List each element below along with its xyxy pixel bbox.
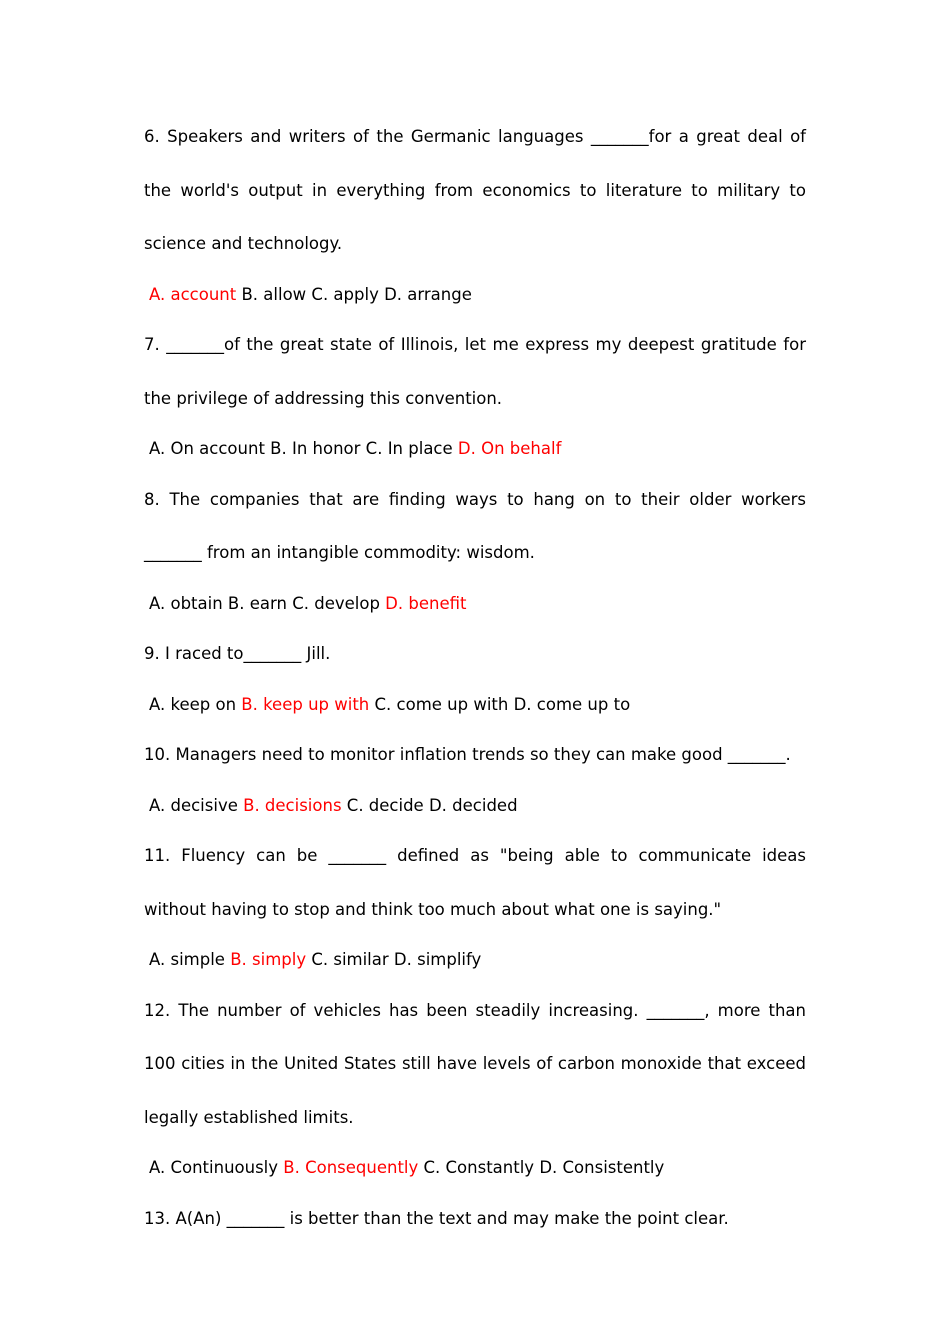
question-12-stem: 12. The number of vehicles has been steadily increasing. _______, more than 100 cities in the United States still have levels of carbon monoxide that exceed legally established limits. bbox=[144, 1000, 806, 1127]
option-b: B. In honor bbox=[264, 439, 361, 458]
option-c: C. apply bbox=[306, 284, 379, 304]
question-7-stem: 7. _______of the great state of Illinois, let me express my deepest gratitude for the privilege of addressing this convention. bbox=[144, 335, 806, 408]
question-9-stem: 9. I raced to_______ Jill. bbox=[144, 644, 331, 663]
option-d: D. benefit bbox=[385, 593, 467, 613]
question-12-options bbox=[144, 1144, 806, 1192]
question-7-options bbox=[144, 425, 806, 473]
option-d: D. come up to bbox=[508, 694, 631, 714]
question-11-options bbox=[144, 936, 806, 984]
question-11-stem: 11. Fluency can be _______ defined as "being able to communicate ideas without having to stop and think too much about what one is saying." bbox=[144, 846, 806, 919]
option-c: C. decide bbox=[341, 795, 424, 815]
option-a: A. decisive bbox=[149, 795, 244, 815]
option-a: A. account bbox=[149, 284, 237, 304]
question-13-stem: 13. A(An) _______ is better than the text and may make the point clear. bbox=[144, 1208, 729, 1228]
option-d: D. arrange bbox=[378, 284, 472, 304]
question-9-options bbox=[144, 681, 806, 729]
option-c: C. develop bbox=[286, 593, 386, 613]
option-a: A. Continuously bbox=[149, 1158, 284, 1177]
option-c: C. Constantly bbox=[418, 1158, 535, 1177]
option-b: B. Consequently bbox=[283, 1158, 419, 1177]
option-b: B. keep up with bbox=[241, 694, 370, 714]
option-c: C. similar bbox=[306, 950, 389, 969]
question-8-options bbox=[144, 580, 806, 628]
option-a: A. On account bbox=[149, 439, 265, 458]
option-d: D. decided bbox=[423, 795, 518, 815]
question-10-options bbox=[144, 782, 806, 830]
option-d: D. Consistently bbox=[534, 1158, 665, 1177]
option-c: C. come up with bbox=[369, 694, 509, 714]
option-b: B. allow bbox=[236, 284, 307, 304]
option-c: C. In place bbox=[360, 439, 458, 458]
option-a: A. simple bbox=[149, 950, 231, 969]
option-a: A. keep on bbox=[149, 694, 242, 714]
option-b: B. decisions bbox=[243, 795, 342, 815]
document-page bbox=[144, 0, 806, 1245]
option-d: D. On behalf bbox=[457, 439, 562, 458]
option-b: B. earn bbox=[222, 593, 287, 613]
question-10-stem: 10. Managers need to monitor inflation trends so they can make good _______. bbox=[144, 745, 791, 764]
option-d: D. simplify bbox=[388, 950, 482, 969]
option-b: B. simply bbox=[230, 950, 307, 969]
option-a: A. obtain bbox=[149, 593, 223, 613]
question-6-options bbox=[144, 271, 806, 319]
question-6-stem: 6. Speakers and writers of the Germanic languages _______for a great deal of the world's output in everything from economics to literature to military to science and technology. bbox=[144, 127, 806, 253]
question-8-stem: 8. The companies that are finding ways to hang on to their older workers _______ from an intangible commodity: wisdom. bbox=[144, 489, 806, 562]
